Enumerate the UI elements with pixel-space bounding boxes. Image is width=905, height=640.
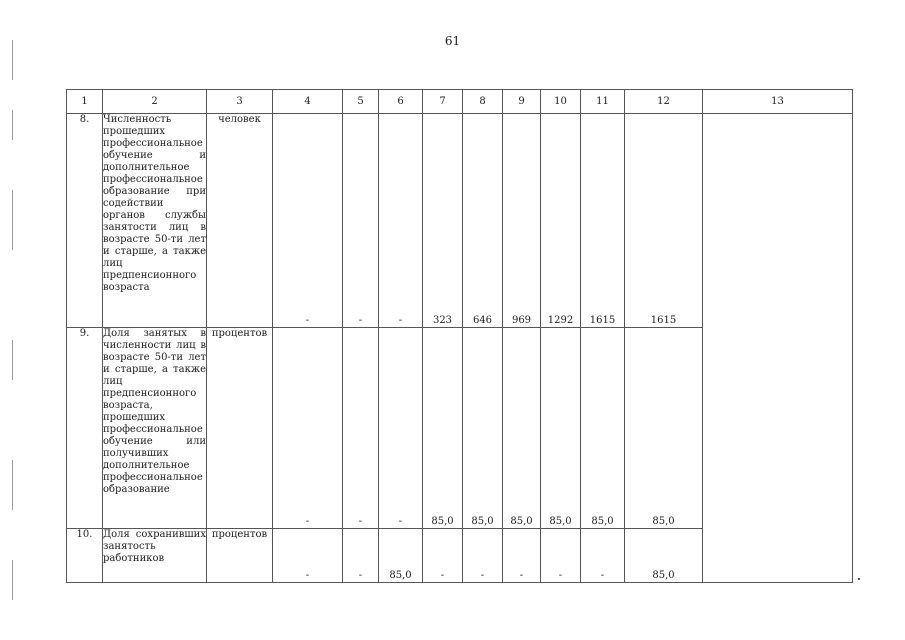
header-cell: 3 xyxy=(207,90,273,114)
value-cell: 85,0 xyxy=(379,529,423,583)
value-cell: - xyxy=(273,114,343,328)
page-number: 61 xyxy=(444,34,461,48)
header-cell: 1 xyxy=(67,90,103,114)
unit-cell: процентов xyxy=(207,529,273,583)
value-cell: - xyxy=(379,328,423,529)
header-row xyxy=(67,90,853,114)
row-number: 8. xyxy=(67,114,103,328)
scan-edge-marks xyxy=(12,40,14,600)
header-cell: 12 xyxy=(625,90,703,114)
value-cell: 85,0 xyxy=(423,328,463,529)
column-13-cell xyxy=(703,114,853,583)
header-cell: 6 xyxy=(379,90,423,114)
value-cell: - xyxy=(343,529,379,583)
value-cell: 646 xyxy=(463,114,503,328)
header-cell: 5 xyxy=(343,90,379,114)
value-cell: 85,0 xyxy=(463,328,503,529)
value-cell: - xyxy=(379,114,423,328)
header-cell: 2 xyxy=(103,90,207,114)
indicator-name: Численность прошедших профессиональное обучение и дополнительное профессиональное образование при содействии органов службы занятости лиц в возрасте 50-ти лет и старше, а также лиц предпенсионного возраста xyxy=(103,114,207,328)
value-cell: 85,0 xyxy=(625,328,703,529)
indicators-table xyxy=(66,89,853,583)
row-number: 10. xyxy=(67,529,103,583)
value-cell: 969 xyxy=(503,114,541,328)
value-cell: 323 xyxy=(423,114,463,328)
value-cell: - xyxy=(343,114,379,328)
value-cell: 85,0 xyxy=(541,328,581,529)
value-cell: - xyxy=(463,529,503,583)
unit-cell: процентов xyxy=(207,328,273,529)
header-cell: 13 xyxy=(703,90,853,114)
header-cell: 4 xyxy=(273,90,343,114)
indicator-name: Доля занятых в численности лиц в возрасте 50-ти лет и старше, а также лиц предпенсионного возраста, прошедших профессиональное обучение или получивших дополнительное профессиональное образование xyxy=(103,328,207,529)
value-cell: - xyxy=(343,328,379,529)
scan-dot xyxy=(858,578,860,580)
header-cell: 8 xyxy=(463,90,503,114)
table-row xyxy=(67,114,853,328)
header-cell: 10 xyxy=(541,90,581,114)
value-cell: - xyxy=(581,529,625,583)
indicator-name: Доля сохранивших занятость работников xyxy=(103,529,207,583)
value-cell: 85,0 xyxy=(625,529,703,583)
value-cell: - xyxy=(273,529,343,583)
value-cell: - xyxy=(273,328,343,529)
unit-cell: человек xyxy=(207,114,273,328)
row-number: 9. xyxy=(67,328,103,529)
value-cell: - xyxy=(503,529,541,583)
value-cell: 85,0 xyxy=(503,328,541,529)
value-cell: 85,0 xyxy=(581,328,625,529)
header-cell: 9 xyxy=(503,90,541,114)
header-cell: 11 xyxy=(581,90,625,114)
value-cell: 1292 xyxy=(541,114,581,328)
value-cell: 1615 xyxy=(581,114,625,328)
header-cell: 7 xyxy=(423,90,463,114)
value-cell: - xyxy=(541,529,581,583)
value-cell: - xyxy=(423,529,463,583)
value-cell: 1615 xyxy=(625,114,703,328)
